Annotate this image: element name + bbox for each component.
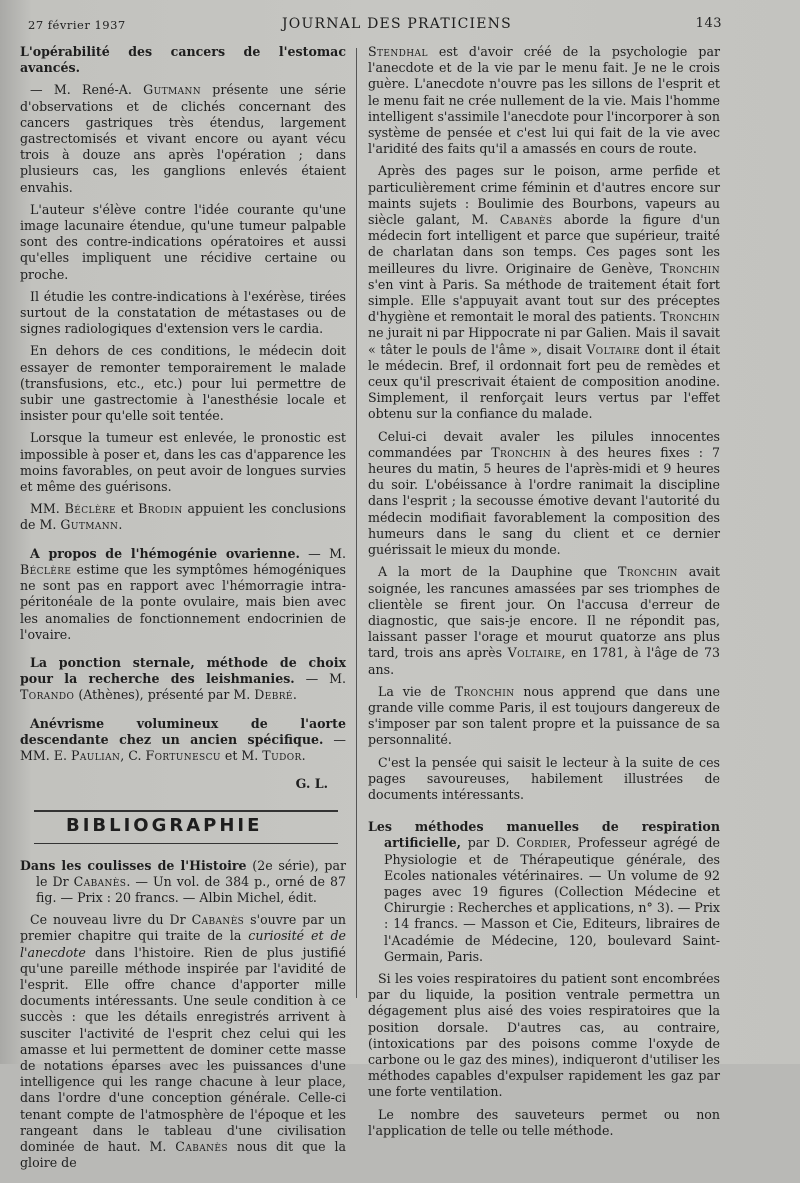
issue-date: 27 février 1937 bbox=[28, 18, 126, 32]
book-reference: Les méthodes manuelles de respiration artificielle, par D. Cordier, Professeur agrégé de Physiologie et de Thérapeutique générale, des Ecoles nationales vétérinaires. — Un volume de 92 pages avec 19 figures (Collection Médecine et Chirurgie : Recherches et applications, n° 3). — Prix : 14 francs. — Masson et Cie, Editeurs, libraires de l'Académie de Médecine, 120, boulevard Saint-Germain, Paris. bbox=[368, 819, 720, 964]
paragraph: La ponction sternale, méthode de choix pour la recherche des leishmanies. — M. Torando (Athènes), présenté par M. Debré. bbox=[20, 654, 347, 703]
paragraph: C'est la pensée qui saisit le lecteur à la suite de ces pages savoureuses, habilement illustrées de documents intéressants. bbox=[368, 754, 720, 802]
paragraph: Le nombre des sauveteurs permet ou non l'application de telle ou telle méthode. bbox=[368, 1106, 720, 1138]
paragraph: Il étudie les contre-indications à l'exérèse, tirées surtout de la constatation de métastases ou de signes radiologiques d'extension vers le cardia. bbox=[20, 288, 346, 337]
paragraph: MM. Béclère et Brodin appuient les conclusions de M. Gutmann. bbox=[20, 501, 346, 533]
right-column bbox=[368, 44, 720, 1151]
article-hemogenie bbox=[20, 546, 346, 643]
section-rule-bottom bbox=[34, 843, 338, 844]
article-anevrisme bbox=[20, 716, 346, 765]
paragraph: Après des pages sur le poison, arme perfide et particulièrement crime féminin et d'autres encore sur maints sujets : Boulimie des Bourbons, vapeurs au siècle galant, M. Cabanès aborde la figure d'un médecin fort intelligent et parce que supérieur, traité de charlatan dans son temps. Ces pages sont les meilleures du livre. Originaire de Genève, Tronchin s'en vint à Paris. Sa méthode de traitement était fort simple. Elle s'appuyait avant tout sur des préceptes d'hygiène et remontait le moral des patients. Tronchin ne jurait ni par Hippocrate ni par Galien. Mais il savait « tâter le pouls de l'âme », disait Voltaire dont il était le médecin. Bref, il ordonnait fort peu de remèdes et ceux qu'il prescrivait étaient de composition anodine. Simplement, il renforçait leurs vertus par l'effet obtenu sur la confiance du malade. bbox=[368, 163, 720, 422]
page-header bbox=[24, 14, 722, 36]
article-ponction bbox=[20, 655, 346, 704]
book-reference: Dans les coulisses de l'Histoire (2e série), par le Dr Cabanès. — Un vol. de 384 p., orné de 87 fig. — Prix : 20 francs. — Albin Michel, édit. bbox=[20, 857, 347, 905]
paragraph: La vie de Tronchin nous apprend que dans une grande ville comme Paris, il est toujours dangereux de s'imposer par son talent propre et la puissance de sa personnalité. bbox=[368, 683, 720, 748]
paragraph: L'auteur s'élève contre l'idée courante qu'une image lacunaire étendue, qu'une tumeur palpable sont des contre-indications opératoires et aussi qu'elles impliquent une récidive certaine ou proche. bbox=[20, 201, 346, 282]
author-signature: G. L. bbox=[295, 776, 328, 792]
journal-title: JOURNAL DES PRATICIENS bbox=[282, 16, 512, 32]
section-rule-top bbox=[34, 810, 338, 812]
article-operabilite bbox=[20, 44, 346, 534]
section-title-bibliographie: BIBLIOGRAPHIE bbox=[66, 815, 263, 837]
paragraph: A propos de l'hémogénie ovarienne. — M. Béclère estime que les symptômes hémogéniques ne sont pas en rapport avec l'hémorragie intra-péritonéale de la ponte ovulaire, mais bien avec les anomalies de fonctionnement endocrinien de l'ovaire. bbox=[20, 545, 346, 642]
paragraph: Si les voies respiratoires du patient sont encombrées par du liquide, la position ventrale permettra un dégagement plus aisé des voies respiratoires que la position dorsale. D'autres cas, au contraire, (intoxications par des poisons comme l'oxyde de carbone ou le gaz des mines), indiqueront d'utiliser les méthodes capables d'expulser rapidement les gaz par une forte ventilation. bbox=[368, 970, 720, 1100]
paragraph: Stendhal est d'avoir créé de la psychologie par l'anecdote et de la vie par le menu fait. Je ne le crois guère. L'anecdote n'ouvre pas les sillons de l'esprit et le menu fait ne crée nullement de la vie. Mais l'homme intelligent s'assimile l'anecdote pour l'incorporer à son système de pensée et c'est lui qui fait de la vie avec l'aridité des faits qu'il a amassés en cours de route. bbox=[368, 44, 720, 157]
page-number: 143 bbox=[695, 16, 722, 31]
paragraph: En dehors de ces conditions, le médecin doit essayer de remonter temporairement le malade (transfusions, etc., etc.) pour lui permettre de subir une gastrectomie à l'anesthésie locale et insister pour qu'elle soit tentée. bbox=[20, 343, 346, 424]
left-column bbox=[20, 44, 346, 1183]
paragraph: Ce nouveau livre du Dr Cabanès s'ouvre par un premier chapitre qui traite de la curiosité et de l'anecdote dans l'histoire. Rien de plus justifié qu'une pareille méthode inspirée par l'avidité de l'esprit. Elle offre chance d'apporter mille documents intéressants. Une seule condition à ce succès : que les détails enregistrés arrivent à susciter l'activité de l'esprit chez celui qui les amasse et lui permettent de dominer cette masse de notations éparses avec les puissances d'une intelligence qui les range chacune à leur place, dans l'ordre d'une conception générale. Celle-ci tenant compte de l'atmosphère de l'époque et les rangeant dans le tableau d'une civilisation dominée de haut. M. Cabanès nous dit que la gloire de bbox=[20, 912, 347, 1171]
paragraph: A la mort de la Dauphine que Tronchin avait soignée, les rancunes amassées par ses triomphes de clientèle se firent jour. On l'accusa d'erreur de diagnostic, que sais-je encore. Il ne répondit pas, laissant passer l'orage et mourut quatorze ans plus tard, trois ans après Voltaire, en 1781, à l'âge de 73 ans. bbox=[368, 564, 720, 677]
spacer bbox=[368, 809, 720, 819]
paragraph: Anévrisme volumineux de l'aorte descendante chez un ancien spécifique. — MM. E. Paulian, C. Fortunescu et M. Tudor. bbox=[20, 715, 346, 763]
column-divider bbox=[356, 48, 357, 998]
book-review-cabanes bbox=[20, 858, 346, 1172]
paragraph: Celui-ci devait avaler les pilules innocentes commandées par Tronchin à des heures fixes : 7 heures du matin, 5 heures de l'après-midi et 9 heures du soir. L'obéissance à l'ordre ranimait la discipline dans l'esprit ; la secousse émotive devant l'autorité du médecin modifiait favorablement la composition des humeurs dans le sang du client et ce dernier guérissait le mieux du monde. bbox=[368, 428, 720, 558]
article-title: L'opérabilité des cancers de l'estomac avancés. bbox=[20, 44, 346, 76]
book-review-cordier bbox=[368, 819, 720, 1139]
paragraph: Lorsque la tumeur est enlevée, le pronostic est impossible à poser et, dans les cas d'apparence les moins favorables, on peut avoir de longues survies et même des guérisons. bbox=[20, 430, 346, 495]
paragraph: — M. René-A. Gutmann présente une série d'observations et de clichés concernant des cancers gastriques très étendus, largement gastrectomisés et vivant encore ou ayant vécu trois à douze ans après l'opération ; dans plusieurs cas, les ganglions enlevés étaient envahis. bbox=[20, 82, 346, 195]
